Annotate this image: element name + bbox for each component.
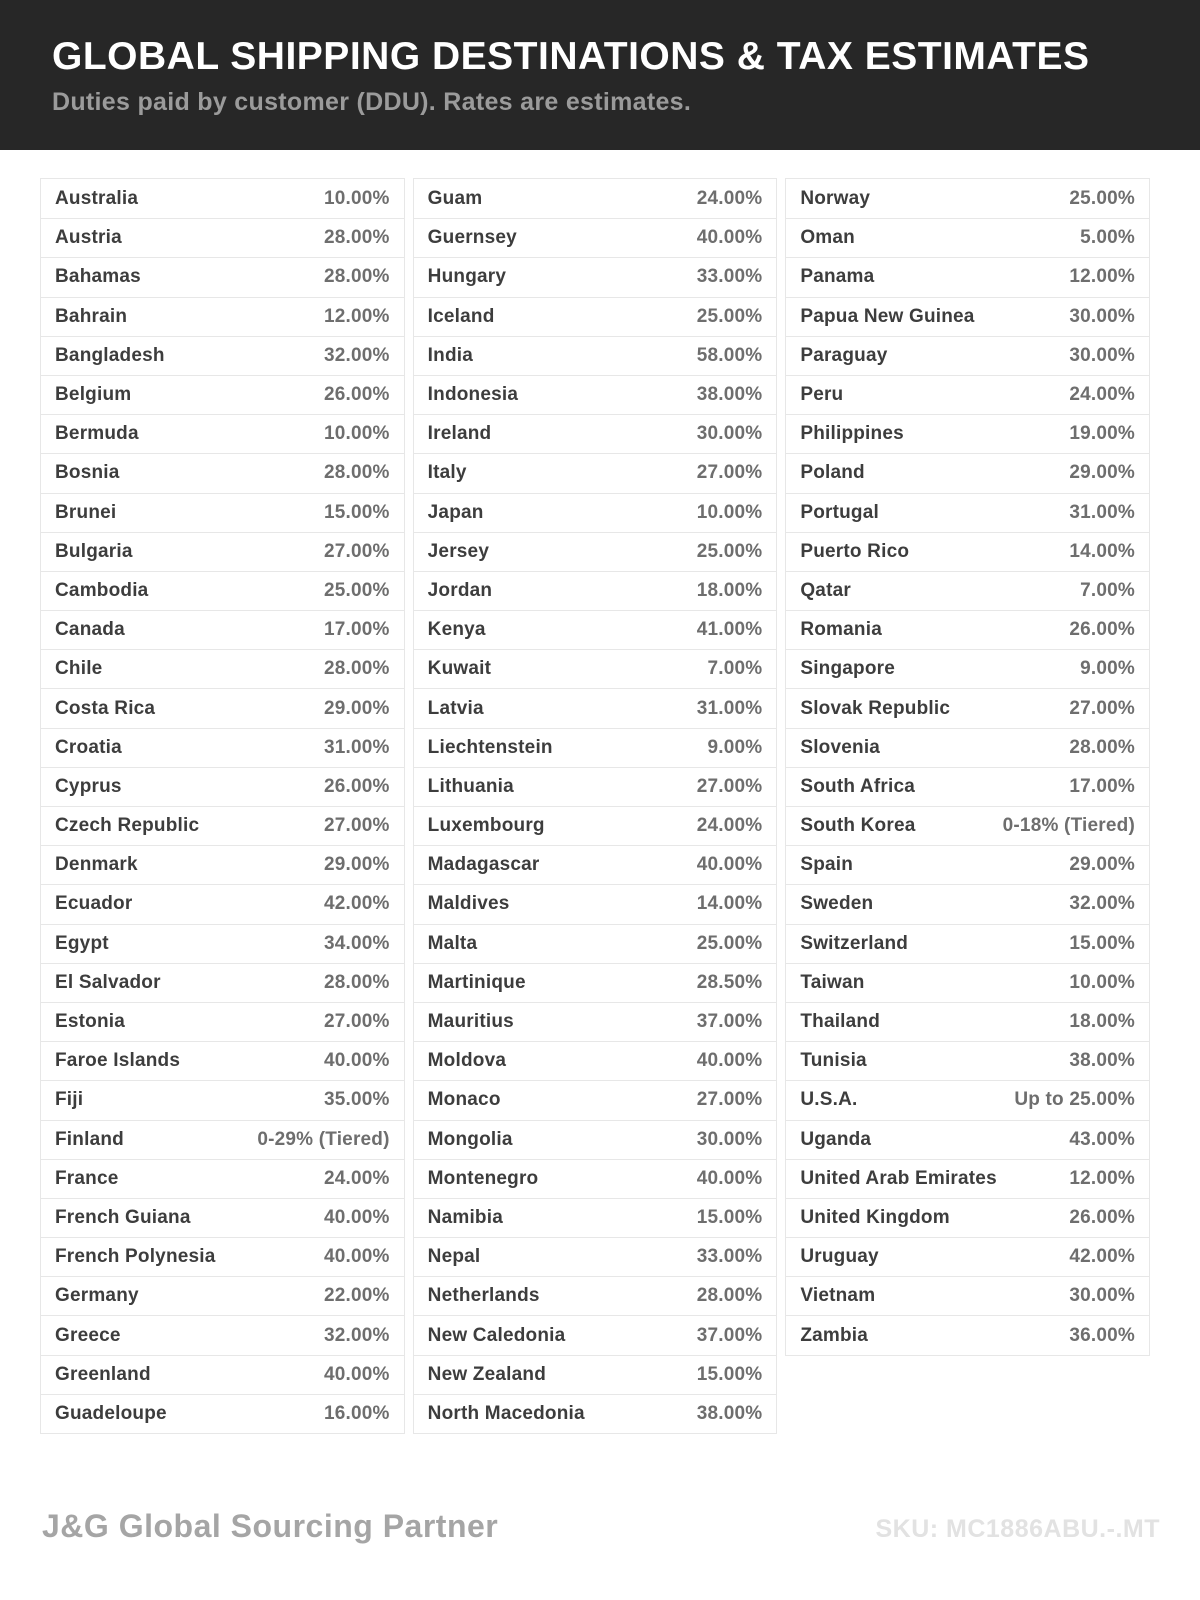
table-row xyxy=(41,688,404,727)
table-row xyxy=(786,1276,1149,1315)
tax-rate-value: 40.00% xyxy=(696,227,763,249)
tax-rate-value: 41.00% xyxy=(696,619,763,641)
country-name: Jordan xyxy=(427,579,493,601)
table-row xyxy=(786,375,1149,414)
country-name: Zambia xyxy=(800,1324,869,1346)
tax-rate-value: 26.00% xyxy=(1069,1206,1135,1228)
tax-rate-value: 38.00% xyxy=(1069,1050,1135,1072)
tax-rate-value: 24.00% xyxy=(696,187,763,209)
table-row xyxy=(41,1159,404,1198)
country-name: Guam xyxy=(427,187,483,209)
country-name: Bermuda xyxy=(55,423,139,445)
tax-rate-value: 40.00% xyxy=(696,1050,763,1072)
tax-rate-value: 26.00% xyxy=(1069,619,1135,641)
tax-rate-value: 28.00% xyxy=(1069,736,1135,758)
country-name: Jersey xyxy=(427,540,490,562)
table-row xyxy=(41,1315,404,1354)
table-row xyxy=(414,1315,777,1354)
page-subtitle: Duties paid by customer (DDU). Rates are estimates. xyxy=(52,87,692,116)
tax-rate-value: 32.00% xyxy=(324,1324,390,1346)
table-row xyxy=(414,924,777,963)
table-row xyxy=(414,688,777,727)
page-title: GLOBAL SHIPPING DESTINATIONS & TAX ESTIMATES xyxy=(52,35,1090,78)
country-name: Mauritius xyxy=(427,1011,514,1033)
table-row xyxy=(41,728,404,767)
table-row xyxy=(41,218,404,257)
table-row xyxy=(414,1002,777,1041)
table-row xyxy=(414,1080,777,1119)
tax-rate-value: 40.00% xyxy=(324,1363,390,1385)
tax-rate-value: 15.00% xyxy=(696,1363,763,1385)
table-row xyxy=(414,1394,777,1433)
table-row xyxy=(786,767,1149,806)
country-name: South Korea xyxy=(800,815,916,837)
tax-rate-value: 38.00% xyxy=(696,1402,763,1424)
country-name: Costa Rica xyxy=(55,697,156,719)
country-name: Faroe Islands xyxy=(55,1050,181,1072)
tax-rate-value: 25.00% xyxy=(696,932,763,954)
table-row xyxy=(414,1041,777,1080)
country-name: Peru xyxy=(800,384,844,406)
table-row xyxy=(414,571,777,610)
country-name: Singapore xyxy=(800,658,896,680)
tax-rate-value: 9.00% xyxy=(1080,658,1135,680)
country-name: El Salvador xyxy=(55,971,161,993)
country-name: Cyprus xyxy=(55,775,122,797)
tax-rate-value: 58.00% xyxy=(696,344,763,366)
table-row xyxy=(41,1237,404,1276)
tax-rate-value: 9.00% xyxy=(707,736,763,758)
table-row xyxy=(414,336,777,375)
tax-rate-value: 7.00% xyxy=(1080,579,1135,601)
country-name: Bulgaria xyxy=(55,540,133,562)
tax-rate-value: 31.00% xyxy=(696,697,763,719)
tax-rate-value: Up to 25.00% xyxy=(1014,1089,1135,1111)
table-row xyxy=(41,1394,404,1433)
table-row xyxy=(414,845,777,884)
table-row xyxy=(786,1315,1149,1354)
table-column-1 xyxy=(40,178,405,1434)
country-name: Puerto Rico xyxy=(800,540,910,562)
tax-rate-value: 14.00% xyxy=(696,893,763,915)
country-name: Kenya xyxy=(427,619,486,641)
table-row xyxy=(414,1120,777,1159)
table-row xyxy=(41,532,404,571)
country-name: New Zealand xyxy=(427,1363,546,1385)
country-name: Vietnam xyxy=(800,1285,876,1307)
tax-rate-value: 25.00% xyxy=(324,579,390,601)
country-name: Romania xyxy=(800,619,882,641)
tax-rate-value: 10.00% xyxy=(324,423,390,445)
country-name: Croatia xyxy=(55,736,122,758)
country-name: Lithuania xyxy=(427,775,514,797)
table-row xyxy=(41,924,404,963)
tax-rate-value: 31.00% xyxy=(324,736,390,758)
table-row xyxy=(786,963,1149,1002)
table-row xyxy=(41,336,404,375)
country-name: North Macedonia xyxy=(427,1402,585,1424)
table-row xyxy=(41,1080,404,1119)
tax-rate-table xyxy=(40,178,1150,1434)
table-row xyxy=(414,728,777,767)
tax-rate-value: 17.00% xyxy=(324,619,390,641)
country-name: Netherlands xyxy=(427,1285,540,1307)
country-name: Uruguay xyxy=(800,1246,879,1268)
table-row xyxy=(41,1041,404,1080)
table-row xyxy=(786,493,1149,532)
country-name: Bahrain xyxy=(55,305,128,327)
country-name: South Africa xyxy=(800,775,915,797)
tax-rate-value: 27.00% xyxy=(324,1011,390,1033)
table-column-3 xyxy=(785,178,1150,1356)
country-name: Poland xyxy=(800,462,865,484)
tax-rate-value: 15.00% xyxy=(696,1206,763,1228)
table-row xyxy=(41,493,404,532)
country-name: Papua New Guinea xyxy=(800,305,975,327)
tax-rate-value: 0-18% (Tiered) xyxy=(1002,815,1135,837)
country-name: Sweden xyxy=(800,893,874,915)
country-name: Fiji xyxy=(55,1089,84,1111)
table-row xyxy=(414,767,777,806)
country-name: French Polynesia xyxy=(55,1246,216,1268)
table-row xyxy=(414,179,777,218)
country-name: Germany xyxy=(55,1285,139,1307)
table-row xyxy=(414,1276,777,1315)
country-name: Japan xyxy=(427,501,484,523)
table-row xyxy=(786,414,1149,453)
tax-rate-value: 7.00% xyxy=(707,658,763,680)
tax-rate-value: 29.00% xyxy=(324,697,390,719)
tax-rate-value: 28.00% xyxy=(324,658,390,680)
tax-rate-value: 42.00% xyxy=(1069,1246,1135,1268)
country-name: United Arab Emirates xyxy=(800,1167,997,1189)
country-name: Slovak Republic xyxy=(800,697,951,719)
table-row xyxy=(41,1276,404,1315)
tax-rate-value: 30.00% xyxy=(1069,344,1135,366)
country-name: United Kingdom xyxy=(800,1206,950,1228)
tax-rate-value: 28.00% xyxy=(324,227,390,249)
table-row xyxy=(41,1002,404,1041)
tax-rate-value: 40.00% xyxy=(324,1050,390,1072)
tax-rate-value: 26.00% xyxy=(324,775,390,797)
country-name: Guernsey xyxy=(427,227,517,249)
country-name: Tunisia xyxy=(800,1050,867,1072)
tax-rate-value: 31.00% xyxy=(1069,501,1135,523)
table-row xyxy=(414,297,777,336)
tax-rate-value: 25.00% xyxy=(1069,187,1135,209)
table-column-2 xyxy=(413,178,778,1434)
tax-rate-value: 16.00% xyxy=(324,1402,390,1424)
tax-rate-value: 10.00% xyxy=(1069,971,1135,993)
country-name: Uganda xyxy=(800,1128,872,1150)
table-row xyxy=(786,1041,1149,1080)
tax-rate-value: 27.00% xyxy=(324,815,390,837)
table-row xyxy=(41,257,404,296)
country-name: Cambodia xyxy=(55,579,149,601)
table-row xyxy=(786,1120,1149,1159)
table-row xyxy=(414,414,777,453)
country-name: Brunei xyxy=(55,501,117,523)
country-name: Mongolia xyxy=(427,1128,513,1150)
tax-rate-value: 24.00% xyxy=(1069,384,1135,406)
tax-rate-value: 32.00% xyxy=(324,344,390,366)
tax-rate-value: 12.00% xyxy=(324,305,390,327)
table-row xyxy=(41,963,404,1002)
table-row xyxy=(414,649,777,688)
country-name: French Guiana xyxy=(55,1206,191,1228)
tax-rate-value: 15.00% xyxy=(1069,932,1135,954)
country-name: Oman xyxy=(800,227,855,249)
table-row xyxy=(41,375,404,414)
table-row xyxy=(786,297,1149,336)
tax-rate-value: 37.00% xyxy=(696,1324,763,1346)
country-name: Qatar xyxy=(800,579,851,601)
tax-rate-value: 30.00% xyxy=(1069,1285,1135,1307)
country-name: Kuwait xyxy=(427,658,492,680)
header-banner xyxy=(0,0,1200,150)
table-row xyxy=(786,1237,1149,1276)
table-row xyxy=(41,767,404,806)
table-row xyxy=(786,571,1149,610)
country-name: Moldova xyxy=(427,1050,507,1072)
country-name: Philippines xyxy=(800,423,904,445)
table-row xyxy=(41,414,404,453)
tax-rate-value: 30.00% xyxy=(696,1128,763,1150)
tax-rate-value: 28.00% xyxy=(324,462,390,484)
table-row xyxy=(786,1080,1149,1119)
table-row xyxy=(414,493,777,532)
country-name: Luxembourg xyxy=(427,815,545,837)
tax-rate-value: 5.00% xyxy=(1080,227,1135,249)
table-row xyxy=(414,532,777,571)
table-row xyxy=(786,688,1149,727)
country-name: Maldives xyxy=(427,893,510,915)
tax-rate-value: 25.00% xyxy=(696,540,763,562)
country-name: Hungary xyxy=(427,266,507,288)
table-row xyxy=(786,336,1149,375)
country-name: Austria xyxy=(55,227,122,249)
country-name: Norway xyxy=(800,187,871,209)
table-row xyxy=(414,218,777,257)
tax-rate-value: 15.00% xyxy=(324,501,390,523)
tax-rate-value: 28.00% xyxy=(324,266,390,288)
country-name: New Caledonia xyxy=(427,1324,566,1346)
tax-rate-value: 24.00% xyxy=(696,815,763,837)
tax-rate-value: 26.00% xyxy=(324,384,390,406)
table-row xyxy=(786,649,1149,688)
table-row xyxy=(41,884,404,923)
country-name: Taiwan xyxy=(800,971,865,993)
tax-rate-value: 0-29% (Tiered) xyxy=(257,1128,390,1150)
tax-rate-value: 17.00% xyxy=(1069,775,1135,797)
table-row xyxy=(786,884,1149,923)
table-row xyxy=(786,218,1149,257)
table-row xyxy=(414,1159,777,1198)
country-name: Thailand xyxy=(800,1011,881,1033)
tax-rate-value: 27.00% xyxy=(696,462,763,484)
country-name: U.S.A. xyxy=(800,1089,858,1111)
tax-rate-value: 36.00% xyxy=(1069,1324,1135,1346)
country-name: Estonia xyxy=(55,1011,126,1033)
country-name: Latvia xyxy=(427,697,484,719)
table-row xyxy=(414,884,777,923)
tax-rate-value: 30.00% xyxy=(1069,305,1135,327)
tax-rate-value: 18.00% xyxy=(696,579,763,601)
country-name: Greece xyxy=(55,1324,121,1346)
tax-rate-value: 34.00% xyxy=(324,932,390,954)
country-name: Denmark xyxy=(55,854,138,876)
tax-rate-value: 29.00% xyxy=(1069,462,1135,484)
country-name: Madagascar xyxy=(427,854,540,876)
table-row xyxy=(786,1159,1149,1198)
country-name: France xyxy=(55,1167,119,1189)
tax-rate-value: 30.00% xyxy=(696,423,763,445)
table-row xyxy=(786,728,1149,767)
tax-rate-value: 24.00% xyxy=(324,1167,390,1189)
table-row xyxy=(786,806,1149,845)
country-name: Nepal xyxy=(427,1246,481,1268)
tax-rate-value: 10.00% xyxy=(696,501,763,523)
tax-rate-value: 40.00% xyxy=(696,854,763,876)
table-row xyxy=(41,649,404,688)
country-name: Ecuador xyxy=(55,893,133,915)
tax-rate-value: 40.00% xyxy=(696,1167,763,1189)
country-name: India xyxy=(427,344,473,366)
tax-rate-value: 25.00% xyxy=(696,305,763,327)
country-name: Belgium xyxy=(55,384,132,406)
table-row xyxy=(41,610,404,649)
country-name: Australia xyxy=(55,187,139,209)
table-row xyxy=(786,1002,1149,1041)
table-row xyxy=(41,179,404,218)
country-name: Bosnia xyxy=(55,462,120,484)
table-row xyxy=(786,610,1149,649)
country-name: Liechtenstein xyxy=(427,736,553,758)
table-row xyxy=(41,1198,404,1237)
tax-rate-value: 43.00% xyxy=(1069,1128,1135,1150)
country-name: Ireland xyxy=(427,423,492,445)
tax-rate-value: 38.00% xyxy=(696,384,763,406)
country-name: Malta xyxy=(427,932,478,954)
country-name: Portugal xyxy=(800,501,879,523)
country-name: Guadeloupe xyxy=(55,1402,167,1424)
tax-rate-value: 28.00% xyxy=(324,971,390,993)
tax-rate-value: 12.00% xyxy=(1069,266,1135,288)
tax-rate-value: 14.00% xyxy=(1069,540,1135,562)
tax-rate-value: 28.50% xyxy=(696,971,763,993)
table-row xyxy=(414,610,777,649)
country-name: Namibia xyxy=(427,1206,503,1228)
table-row xyxy=(41,571,404,610)
country-name: Monaco xyxy=(427,1089,501,1111)
table-row xyxy=(786,845,1149,884)
table-row xyxy=(414,963,777,1002)
country-name: Bangladesh xyxy=(55,344,165,366)
country-name: Martinique xyxy=(427,971,526,993)
tax-rate-value: 12.00% xyxy=(1069,1167,1135,1189)
tax-rate-value: 29.00% xyxy=(1069,854,1135,876)
table-row xyxy=(41,1355,404,1394)
tax-rate-value: 29.00% xyxy=(324,854,390,876)
tax-rate-value: 32.00% xyxy=(1069,893,1135,915)
tax-rate-value: 27.00% xyxy=(696,775,763,797)
table-row xyxy=(41,297,404,336)
table-row xyxy=(786,453,1149,492)
tax-rate-value: 28.00% xyxy=(696,1285,763,1307)
footer xyxy=(42,1508,1160,1545)
country-name: Czech Republic xyxy=(55,815,200,837)
country-name: Finland xyxy=(55,1128,124,1150)
table-row xyxy=(414,1237,777,1276)
tax-rate-value: 22.00% xyxy=(324,1285,390,1307)
country-name: Slovenia xyxy=(800,736,881,758)
tax-rate-value: 19.00% xyxy=(1069,423,1135,445)
country-name: Panama xyxy=(800,266,875,288)
country-name: Italy xyxy=(427,462,467,484)
country-name: Egypt xyxy=(55,932,109,954)
country-name: Bahamas xyxy=(55,266,141,288)
country-name: Switzerland xyxy=(800,932,909,954)
country-name: Spain xyxy=(800,854,854,876)
table-row xyxy=(414,453,777,492)
tax-rate-value: 42.00% xyxy=(324,893,390,915)
tax-rate-value: 40.00% xyxy=(324,1206,390,1228)
table-row xyxy=(41,806,404,845)
country-name: Greenland xyxy=(55,1363,151,1385)
table-row xyxy=(41,1120,404,1159)
table-row xyxy=(414,806,777,845)
brand-name: J&G Global Sourcing Partner xyxy=(42,1508,499,1544)
tax-rate-value: 27.00% xyxy=(324,540,390,562)
tax-rate-value: 37.00% xyxy=(696,1011,763,1033)
table-row xyxy=(41,453,404,492)
table-row xyxy=(414,1198,777,1237)
table-row xyxy=(414,375,777,414)
country-name: Canada xyxy=(55,619,125,641)
tax-rate-value: 27.00% xyxy=(1069,697,1135,719)
table-row xyxy=(41,845,404,884)
country-name: Chile xyxy=(55,658,103,680)
tax-rate-value: 33.00% xyxy=(696,266,763,288)
sku-label: SKU: MC1886ABU.-.MT xyxy=(875,1515,1160,1543)
tax-rate-value: 35.00% xyxy=(324,1089,390,1111)
country-name: Paraguay xyxy=(800,344,888,366)
table-row xyxy=(786,532,1149,571)
country-name: Iceland xyxy=(427,305,495,327)
table-row xyxy=(414,1355,777,1394)
table-row xyxy=(414,257,777,296)
table-row xyxy=(786,924,1149,963)
table-row xyxy=(786,257,1149,296)
table-row xyxy=(786,179,1149,218)
country-name: Indonesia xyxy=(427,384,519,406)
tax-rate-value: 10.00% xyxy=(324,187,390,209)
country-name: Montenegro xyxy=(427,1167,539,1189)
tax-rate-value: 33.00% xyxy=(696,1246,763,1268)
tax-rate-value: 27.00% xyxy=(696,1089,763,1111)
tax-rate-value: 18.00% xyxy=(1069,1011,1135,1033)
tax-rate-value: 40.00% xyxy=(324,1246,390,1268)
table-row xyxy=(786,1198,1149,1237)
